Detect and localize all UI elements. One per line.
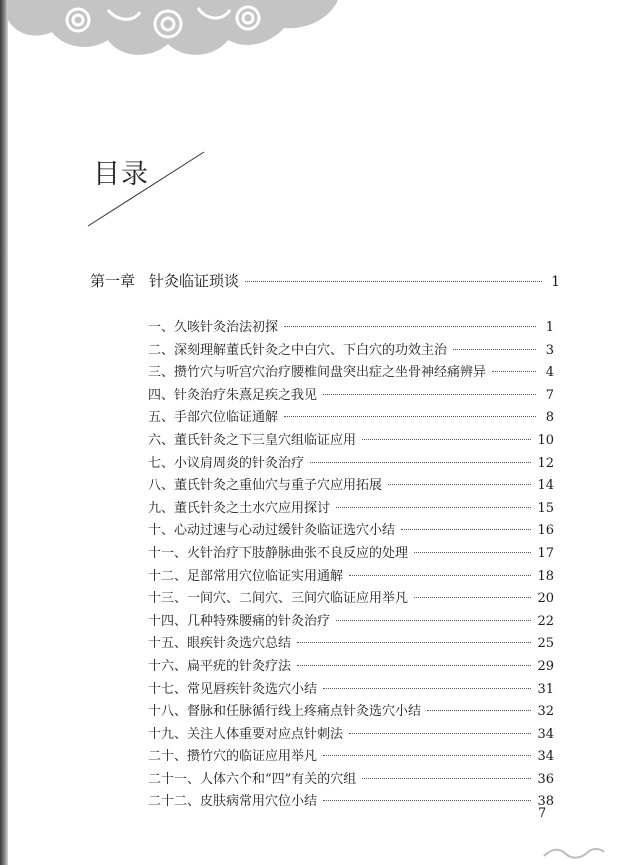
chapter-heading[interactable] [90,270,560,294]
toc-item-text: 二十一、人体六个和“四”有关的穴组 [148,771,357,787]
toc-item-page: 22 [537,613,554,629]
leader-dots [323,688,531,689]
toc-item-page: 1 [545,320,554,335]
toc-item-text: 十八、督脉和任脉循行线上疼痛点针灸选穴小结 [148,704,422,720]
toc-item-text: 六、董氏针灸之下三皇穴组临证应用 [148,432,357,448]
leader-dots [336,507,531,508]
toc-item-page: 4 [545,365,554,381]
toc-item[interactable] [148,632,554,655]
toc-item[interactable] [148,316,554,339]
toc-item[interactable] [148,768,554,791]
toc-item[interactable] [148,678,554,701]
toc-item[interactable] [148,519,554,542]
toc-item-page: 32 [537,704,554,720]
toc-item-text: 十七、常见唇疾针灸选穴小结 [148,681,318,697]
toc-item[interactable] [148,723,554,746]
toc-item-page: 34 [537,726,554,742]
toc-item-text: 一、久咳针灸治法初探 [148,320,279,335]
toc-item-page: 12 [537,455,554,471]
leader-dots [362,778,531,779]
toc-item-text: 八、董氏针灸之重仙穴与重子穴应用拓展 [148,478,383,494]
toc-item[interactable] [148,655,554,678]
toc-item-page: 17 [537,545,554,561]
toc-item-text: 十一、火针治疗下肢静脉曲张不良反应的处理 [148,545,409,561]
toc-item-text: 十三、一间穴、二间穴、三间穴临证应用举凡 [148,591,409,607]
page-title: 目录 [93,159,149,190]
leader-dots [297,665,531,666]
toc-item[interactable] [148,384,554,407]
leader-dots [349,733,531,734]
toc-item-text: 七、小议肩周炎的针灸治疗 [148,455,305,471]
leader-dots [323,755,531,756]
toc-item[interactable] [148,474,554,497]
toc-item-page: 38 [537,794,554,810]
leader-dots [453,349,536,350]
leader-dots [414,552,531,553]
toc-item[interactable] [148,452,554,475]
toc-item-text: 二十、攒竹穴的临证应用举凡 [148,749,318,765]
leader-dots [414,597,531,598]
toc-item-page: 10 [537,432,554,448]
leader-dots [349,575,531,576]
toc-item[interactable] [148,587,554,610]
toc-item[interactable] [148,406,554,429]
toc-item-page: 20 [537,591,554,607]
toc-item[interactable] [148,565,554,588]
toc-item-page: 36 [537,771,554,787]
chapter-title: 针灸临证琐谈 [149,272,240,290]
toc-item-page: 7 [545,387,554,403]
cloud-decoration [8,0,338,62]
toc-item-text: 十四、几种特殊腰痛的针灸治疗 [148,613,331,629]
toc-item[interactable] [148,542,554,565]
leader-dots [492,371,536,372]
toc-item-page: 3 [545,342,554,358]
book-spine-edge [0,0,8,865]
toc-item-page: 16 [537,523,554,539]
toc-item-text: 二十二、皮肤病常用穴位小结 [148,794,318,810]
toc-item-page: 31 [537,681,554,697]
toc-item-text: 三、攒竹穴与听宫穴治疗腰椎间盘突出症之坐骨神经痛辨异 [148,365,487,381]
toc-item-text: 十、心动过速与心动过缓针灸临证选穴小结 [148,523,396,539]
leader-dots [310,462,531,463]
toc-item-text: 二、深刻理解董氏针灸之中白穴、下白穴的功效主治 [148,342,448,358]
leader-dots [336,620,531,621]
toc-item[interactable] [148,745,554,768]
toc-item-text: 十九、关注人体重要对应点针刺法 [148,726,344,742]
toc-item-page: 15 [537,500,554,516]
leader-dots [284,326,536,327]
toc-item[interactable] [148,361,554,384]
leader-dots [323,394,536,395]
toc-item-page: 8 [545,410,554,426]
toc-item-text: 九、董氏针灸之土水穴应用探讨 [148,500,331,516]
toc-item-page: 18 [537,568,554,584]
corner-ornament [542,844,606,860]
toc-item[interactable] [148,790,554,813]
toc-item-text: 十六、扁平疣的针灸疗法 [148,658,292,674]
toc-item-text: 五、手部穴位临证通解 [148,410,279,426]
toc-item[interactable] [148,610,554,633]
page-number: 7 [538,806,547,821]
leader-dots [297,642,531,643]
toc-item[interactable] [148,339,554,362]
toc-item[interactable] [148,429,554,452]
toc-list [148,316,554,813]
chapter-page: 1 [551,274,560,290]
leader-dots [323,800,531,801]
title-slash-rule [84,150,209,230]
toc-item-text: 十二、足部常用穴位临证实用通解 [148,568,344,584]
toc-item[interactable] [148,700,554,723]
chapter-number: 第一章 [90,272,136,290]
leader-dots [427,710,531,711]
leader-dots [388,484,531,485]
toc-item-page: 14 [537,478,554,494]
toc-item-page: 34 [537,749,554,765]
leader-dots [362,439,531,440]
toc-item-page: 29 [537,658,554,674]
toc-item-text: 十五、眼疾针灸选穴总结 [148,636,292,652]
leader-dots [284,416,536,417]
leader-dots [245,281,542,282]
leader-dots [401,529,531,530]
toc-item-text: 四、针灸治疗朱熹足疾之我见 [148,387,318,403]
toc-item-page: 25 [537,636,554,652]
toc-item[interactable] [148,497,554,520]
